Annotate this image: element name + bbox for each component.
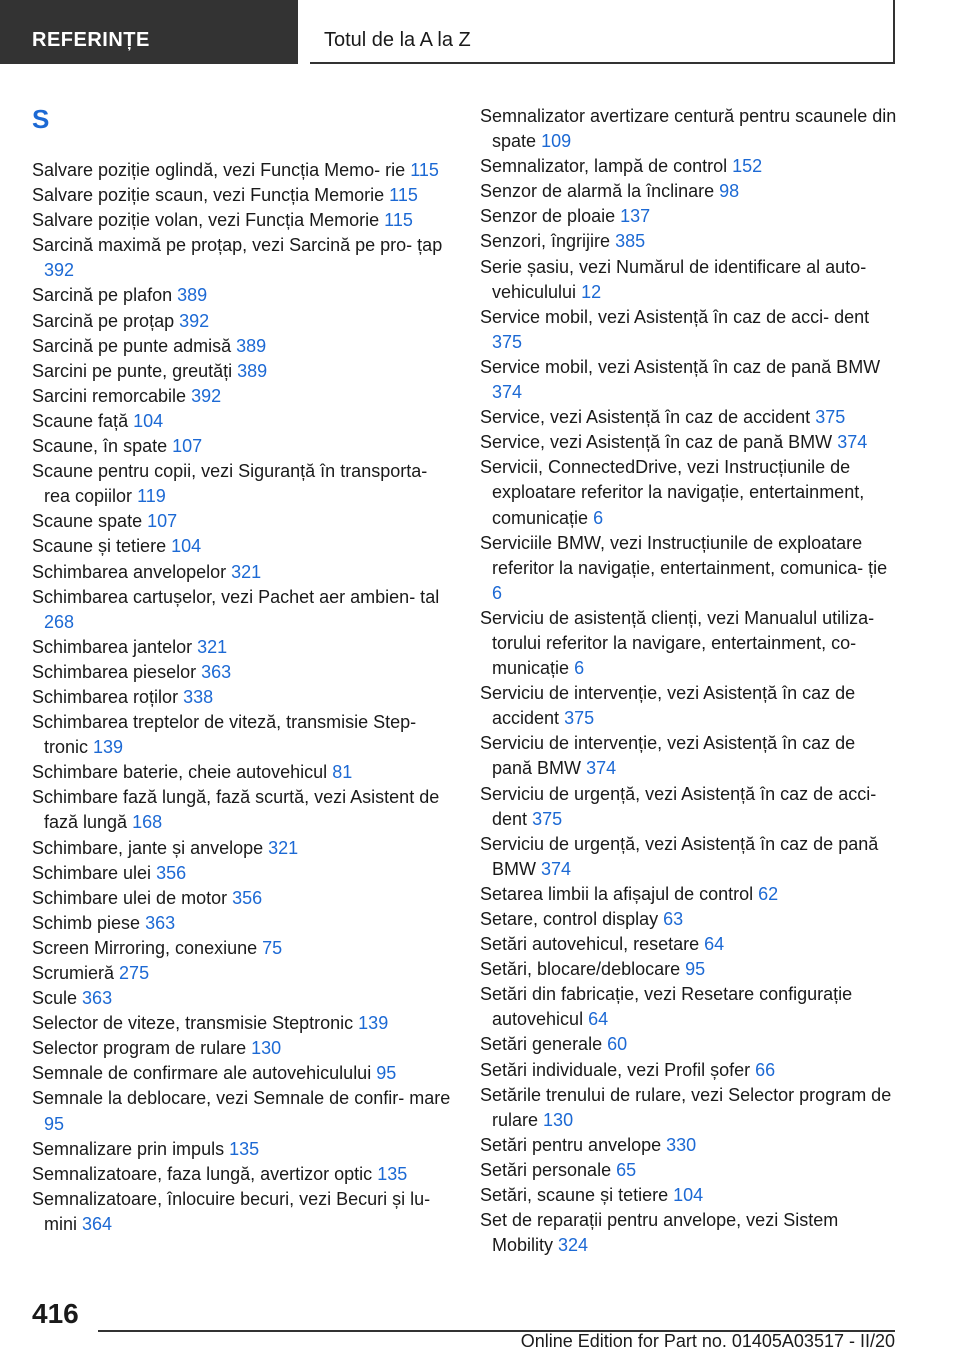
index-entry-page-link[interactable]: 392: [44, 260, 75, 281]
header-section-label: REFERINȚE: [32, 29, 150, 51]
index-entry-page-link[interactable]: 374: [586, 758, 617, 779]
index-entry-page-link[interactable]: 95: [44, 1113, 65, 1134]
index-entry-text: Scaune și tetiere: [32, 536, 167, 557]
index-entry-text: Salvare poziție volan, vezi Funcția Memorie: [32, 210, 380, 231]
index-entry-page-link[interactable]: 75: [262, 937, 283, 958]
index-entry-text: Scrumieră: [32, 963, 115, 983]
index-entry-page-link[interactable]: 374: [492, 382, 523, 403]
index-entry-page-link[interactable]: 137: [620, 206, 651, 227]
index-entry: [480, 204, 900, 229]
index-entry-page-link[interactable]: 338: [183, 686, 214, 707]
index-entry-text: Sarcini remorcabile: [32, 385, 187, 406]
index-entry-page-link[interactable]: 81: [332, 762, 353, 783]
index-entry: [32, 936, 452, 961]
index-entry-text: Schimbarea anvelopelor: [32, 561, 227, 582]
index-entry-text: Senzor de ploaie: [480, 206, 616, 227]
index-entry: [32, 409, 452, 434]
index-entry: [32, 1086, 452, 1136]
index-entry-page-link[interactable]: 135: [229, 1138, 260, 1159]
index-entry-text: Sarcină pe plafon: [32, 285, 173, 306]
index-entry: [32, 1137, 452, 1162]
index-entry: [32, 986, 452, 1011]
index-entry-text: Schimbare baterie, cheie autovehicul: [32, 762, 328, 783]
index-entry: [32, 283, 452, 308]
index-entry-page-link[interactable]: 115: [410, 160, 439, 180]
index-entry-text: Service mobil, vezi Asistență în caz de acci‐ dent: [480, 306, 870, 327]
index-entry-page-link[interactable]: 321: [197, 636, 228, 657]
index-entry-page-link[interactable]: 66: [755, 1059, 776, 1080]
index-entry: [480, 531, 900, 606]
index-entry: [480, 932, 900, 957]
index-entry-text: Senzori, îngrijire: [480, 231, 611, 252]
index-entry-text: Selector program de rulare: [32, 1038, 247, 1059]
index-entry-text: Schimb piese: [32, 912, 141, 933]
index-entry: [480, 957, 900, 982]
index-entry: [480, 179, 900, 204]
index-entry-page-link[interactable]: 139: [358, 1013, 389, 1034]
index-entry: [32, 1162, 452, 1187]
index-column-left: [32, 104, 452, 1237]
index-entry-page-link[interactable]: 115: [389, 185, 418, 206]
index-entry: [480, 1032, 900, 1057]
index-entry-text: Screen Mirroring, conexiune: [32, 937, 258, 958]
index-entry-text: Service, vezi Asistență în caz de accident: [480, 407, 811, 428]
index-entry-page-link[interactable]: 104: [171, 536, 202, 557]
index-entry-text: Sarcină pe proțap: [32, 310, 175, 331]
index-entry: [480, 907, 900, 932]
index-entry: [480, 104, 900, 154]
index-entry-text: Setări din fabricație, vezi Resetare configurație autovehicul: [480, 984, 853, 1030]
index-entry-text: Semnalizatoare, faza lungă, avertizor optic: [32, 1163, 373, 1184]
index-entry-page-link[interactable]: 375: [532, 808, 563, 829]
index-entry-text: Setări, scaune și tetiere: [480, 1185, 669, 1206]
index-entry-page-link[interactable]: 389: [236, 335, 267, 356]
footer-edition: Online Edition for Part no. 01405A03517 - II/20: [520, 1331, 895, 1351]
index-entry-text: Semnalizare prin impuls: [32, 1138, 225, 1159]
index-entry-text: Schimbare fază lungă, fază scurtă, vezi Asistent de fază lungă: [32, 787, 440, 833]
index-entry: [480, 606, 900, 681]
index-entry-page-link[interactable]: 364: [82, 1213, 113, 1234]
index-entry-page-link[interactable]: 6: [492, 582, 503, 603]
index-entry: [480, 731, 900, 781]
index-entry-text: Service, vezi Asistență în caz de pană BMW: [480, 432, 833, 453]
index-entry: [32, 459, 452, 509]
index-entry-page-link[interactable]: 63: [663, 909, 684, 929]
index-entry: [32, 534, 452, 559]
index-entry: [480, 681, 900, 731]
index-entry: [32, 760, 452, 785]
index-entry-page-link[interactable]: 115: [384, 210, 413, 231]
index-entry: [480, 1058, 900, 1083]
index-entry-text: Sarcină pe punte admisă: [32, 335, 232, 356]
index-entry: [480, 355, 900, 405]
index-entry: [32, 560, 452, 585]
index-list-left: [32, 158, 452, 1237]
index-entry-page-link[interactable]: 62: [758, 883, 779, 904]
index-entry-page-link[interactable]: 104: [133, 410, 164, 431]
index-entry-text: Scaune față: [32, 410, 129, 431]
index-entry: [32, 861, 452, 886]
index-entry: [32, 434, 452, 459]
index-entry-text: Setări generale: [480, 1034, 603, 1055]
index-entry: [480, 405, 900, 430]
index-entry-text: Setarea limbii la afișajul de control: [480, 883, 754, 904]
index-entry-page-link[interactable]: 392: [191, 385, 222, 406]
index-entry-text: Selector de viteze, transmisie Steptronic: [32, 1013, 354, 1034]
page-number: 416: [32, 1298, 79, 1329]
index-entry-page-link[interactable]: 65: [616, 1159, 637, 1180]
index-entry-page-link[interactable]: 375: [564, 708, 595, 729]
index-entry-page-link[interactable]: 6: [574, 658, 585, 679]
index-entry: [480, 1083, 900, 1133]
index-entry-page-link[interactable]: 268: [44, 611, 75, 632]
index-entry-text: Service mobil, vezi Asistență în caz de pană BMW: [480, 356, 881, 377]
index-entry: [32, 911, 452, 936]
index-column-right: [480, 104, 900, 1258]
index-entry: [480, 455, 900, 530]
index-entry: [32, 233, 452, 283]
header-chapter-label: Totul de la A la Z: [324, 29, 471, 51]
index-entry-page-link[interactable]: 168: [132, 812, 163, 833]
index-entry: [480, 305, 900, 355]
index-entry: [32, 635, 452, 660]
index-entry-text: Schimbarea treptelor de viteză, transmisie Step‐ tronic: [32, 712, 417, 758]
index-entry-page-link[interactable]: 389: [237, 360, 268, 381]
index-entry-text: Setări personale: [480, 1159, 612, 1180]
index-entry: [480, 782, 900, 832]
index-entry-text: Salvare poziție oglindă, vezi Funcția Memo‐ rie: [32, 160, 406, 180]
index-entry-page-link[interactable]: 374: [541, 858, 572, 879]
index-entry-text: Setări individuale, vezi Profil șofer: [480, 1059, 751, 1080]
index-entry-page-link[interactable]: 321: [231, 561, 262, 582]
index-letter-heading: S: [32, 104, 50, 134]
index-entry-page-link[interactable]: 130: [543, 1109, 574, 1130]
index-entry: [32, 785, 452, 835]
index-entry: [32, 384, 452, 409]
index-entry-text: Serviciile BMW, vezi Instrucțiunile de exploatare referitor la navigație, entertainment, comunica‐ ție: [480, 532, 888, 578]
index-entry-text: Servicii, ConnectedDrive, vezi Instrucțiunile de exploatare referitor la navigație, entertainment, comunicație: [480, 457, 865, 528]
index-entry-page-link[interactable]: 60: [607, 1034, 628, 1055]
index-entry-text: Senzor de alarmă la înclinare: [480, 181, 715, 202]
index-entry-page-link[interactable]: 392: [179, 310, 210, 331]
index-entry-page-link[interactable]: 375: [492, 331, 523, 352]
index-entry-page-link[interactable]: 356: [232, 887, 263, 908]
index-entry: [480, 1208, 900, 1258]
index-entry: [32, 1061, 452, 1086]
index-entry-page-link[interactable]: 139: [93, 737, 124, 758]
index-entry-page-link[interactable]: 389: [177, 285, 208, 306]
index-entry: [32, 158, 452, 183]
index-entry-text: Salvare poziție scaun, vezi Funcția Memorie: [32, 185, 385, 206]
index-entry-page-link[interactable]: 321: [268, 837, 299, 858]
index-entry-page-link[interactable]: 95: [376, 1063, 397, 1084]
index-entry-page-link[interactable]: 135: [377, 1163, 408, 1184]
index-entry-page-link[interactable]: 363: [82, 988, 113, 1009]
index-entry-page-link[interactable]: 130: [251, 1038, 282, 1059]
index-entry-page-link[interactable]: 330: [666, 1134, 697, 1155]
index-entry-page-link[interactable]: 109: [541, 131, 572, 152]
index-entry-page-link[interactable]: 375: [815, 407, 846, 428]
index-entry-text: Scaune pentru copii, vezi Siguranță în transporta‐ rea copiilor: [32, 461, 428, 507]
index-entry: [32, 183, 452, 208]
index-entry-page-link[interactable]: 64: [704, 934, 725, 955]
index-entry: [480, 882, 900, 907]
index-entry-page-link[interactable]: 119: [137, 486, 166, 507]
index-entry: [32, 836, 452, 861]
index-entry-text: Semnalizator, lampă de control: [480, 156, 728, 177]
index-entry-page-link[interactable]: 107: [172, 436, 203, 457]
header-chapter-tab: [310, 0, 895, 64]
index-entry-text: Setări pentru anvelope: [480, 1134, 662, 1155]
index-entry-text: Schimbarea pieselor: [32, 661, 197, 682]
index-entry: [32, 1036, 452, 1061]
index-entry: [32, 208, 452, 233]
index-entry-text: Schimbarea roților: [32, 686, 179, 707]
index-entry: [480, 1158, 900, 1183]
index-entry-text: Scule: [32, 988, 78, 1009]
index-list-right: [480, 104, 900, 1258]
index-entry-text: Schimbare ulei: [32, 862, 152, 883]
index-entry-page-link[interactable]: 107: [147, 511, 178, 532]
index-entry: [480, 229, 900, 254]
index-entry: [32, 961, 452, 986]
index-entry-page-link[interactable]: 385: [615, 231, 646, 252]
index-entry-page-link[interactable]: 104: [673, 1185, 704, 1206]
index-entry-text: Semnalizatoare, înlocuire becuri, vezi Becuri și lu‐ mini: [32, 1188, 431, 1234]
index-entry-text: Semnale de confirmare ale autovehiculului: [32, 1063, 372, 1084]
index-entry-text: Serviciu de urgență, vezi Asistență în caz de acci‐ dent: [480, 783, 877, 829]
index-entry: [32, 710, 452, 760]
index-entry: [480, 255, 900, 305]
index-entry-text: Setare, control display: [480, 909, 659, 929]
index-entry: [32, 660, 452, 685]
index-entry-text: Serviciu de intervenție, vezi Asistență în caz de accident: [480, 683, 856, 729]
index-entry-text: Setările trenului de rulare, vezi Selector program de rulare: [480, 1084, 892, 1130]
index-entry-text: Setări autovehicul, resetare: [480, 934, 700, 955]
index-entry: [32, 685, 452, 710]
index-entry: [32, 309, 452, 334]
index-entry: [480, 154, 900, 179]
index-entry: [480, 430, 900, 455]
index-entry: [480, 1183, 900, 1208]
index-entry-text: Schimbarea jantelor: [32, 636, 193, 657]
index-entry: [480, 982, 900, 1032]
index-entry: [480, 832, 900, 882]
index-entry: [32, 359, 452, 384]
index-entry-page-link[interactable]: 275: [119, 963, 150, 983]
index-entry-text: Schimbarea cartușelor, vezi Pachet aer ambien‐ tal: [32, 586, 440, 607]
index-entry-text: Scaune, în spate: [32, 436, 168, 457]
index-entry-page-link[interactable]: 363: [201, 661, 232, 682]
index-entry-text: Scaune spate: [32, 511, 143, 532]
index-entry: [32, 1187, 452, 1237]
index-entry-text: Serviciu de asistență clienți, vezi Manualul utiliza‐ torului referitor la navigare, entertainment, co‐ municație: [480, 607, 875, 679]
index-entry: [32, 509, 452, 534]
index-entry-page-link[interactable]: 12: [581, 281, 602, 302]
index-entry-text: Serviciu de urgență, vezi Asistență în caz de pană BMW: [480, 833, 879, 879]
index-entry-page-link[interactable]: 98: [719, 181, 740, 202]
index-entry-text: Sarcini pe punte, greutăți: [32, 360, 233, 381]
index-entry: [32, 886, 452, 911]
header-section-tab: [0, 0, 298, 64]
index-entry: [32, 1011, 452, 1036]
index-entry: [32, 334, 452, 359]
index-entry-text: Setări, blocare/deblocare: [480, 959, 681, 980]
index-entry-text: Schimbare, jante și anvelope: [32, 837, 264, 858]
index-entry-page-link[interactable]: 64: [588, 1009, 609, 1030]
index-entry-page-link[interactable]: 324: [558, 1235, 589, 1256]
index-entry-text: Semnale la deblocare, vezi Semnale de confir‐ mare: [32, 1088, 451, 1109]
index-entry-page-link[interactable]: 363: [145, 912, 176, 933]
index-entry: [480, 1133, 900, 1158]
index-entry-page-link[interactable]: 152: [732, 156, 763, 177]
index-entry-text: Set de reparații pentru anvelope, vezi Sistem Mobility: [480, 1210, 839, 1256]
index-entry-text: Sarcină maximă pe proțap, vezi Sarcină pe pro‐ țap: [32, 235, 443, 256]
index-entry-text: Serie șasiu, vezi Numărul de identificare al auto‐ vehiculului: [480, 256, 867, 302]
index-entry-page-link[interactable]: 356: [156, 862, 187, 883]
index-entry-page-link[interactable]: 95: [685, 959, 706, 980]
index-entry: [32, 585, 452, 635]
index-entry-text: Schimbare ulei de motor: [32, 887, 228, 908]
index-entry-page-link[interactable]: 6: [593, 507, 604, 528]
index-entry-text: Serviciu de intervenție, vezi Asistență în caz de pană BMW: [480, 733, 856, 779]
index-entry-text: Semnalizator avertizare centură pentru scaunele din spate: [480, 106, 897, 152]
index-entry-page-link[interactable]: 374: [837, 432, 868, 453]
